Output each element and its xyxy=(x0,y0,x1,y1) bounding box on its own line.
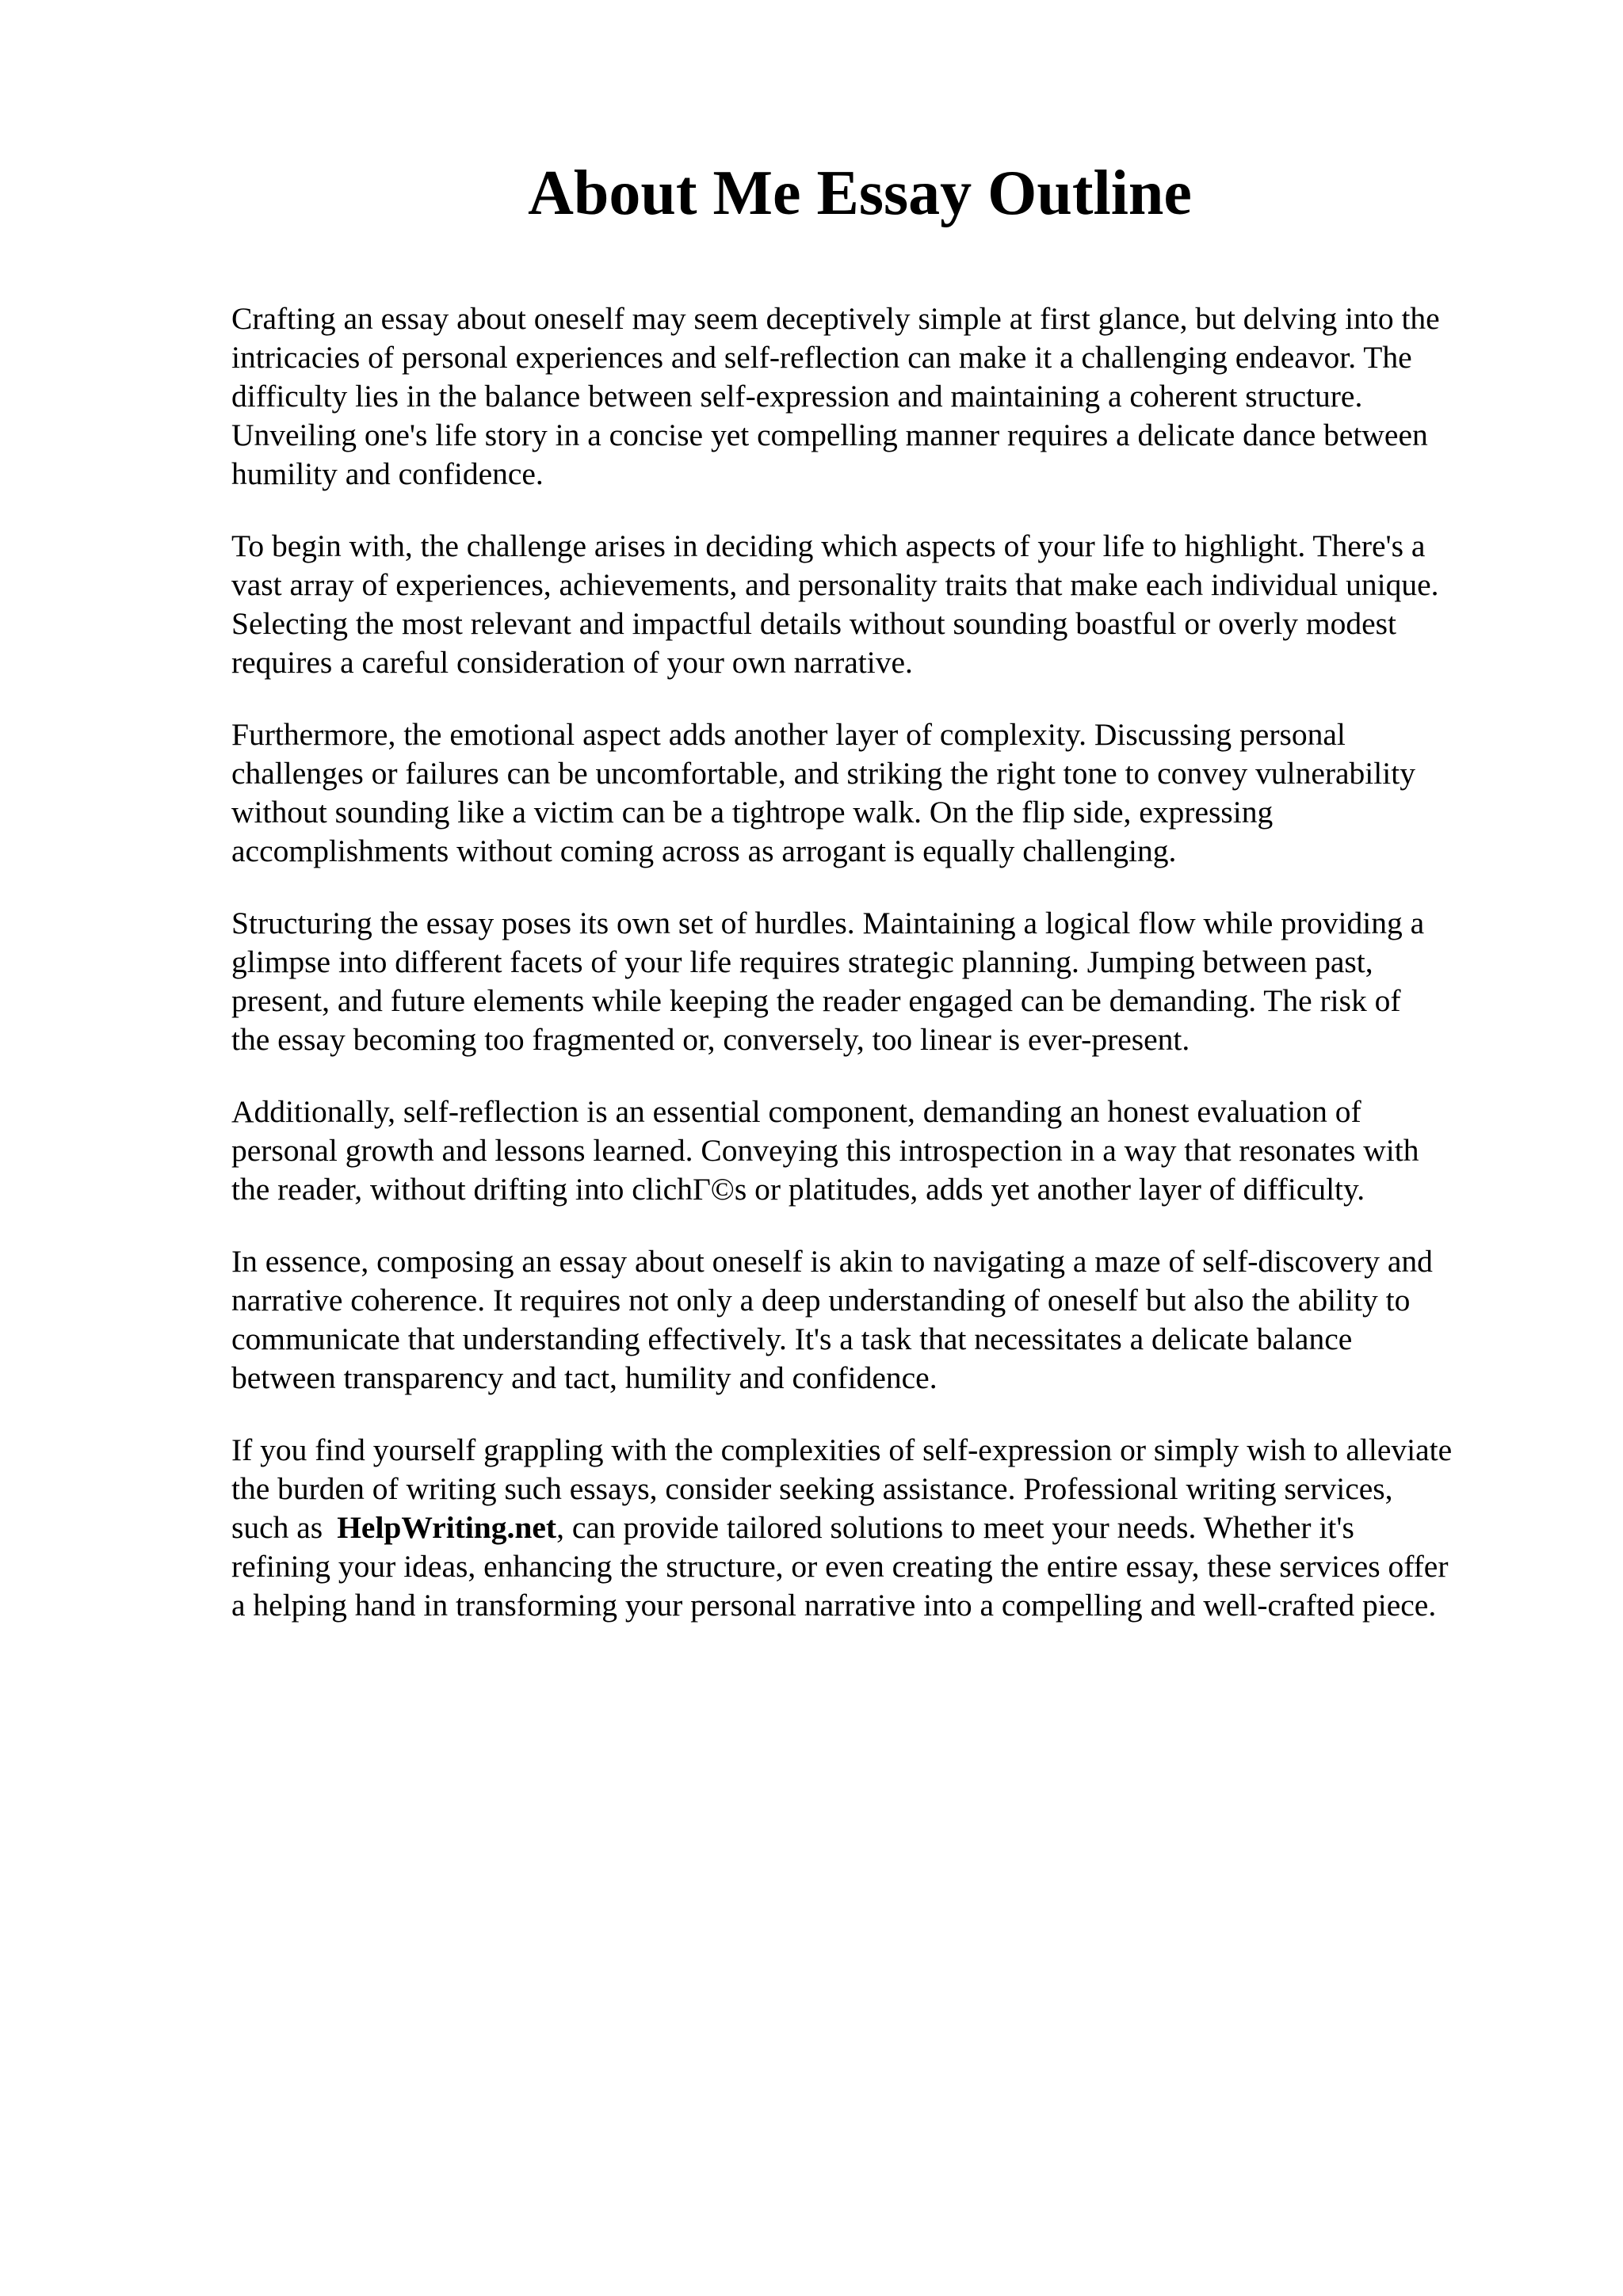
paragraph-line: the reader, without drifting into clichГ©s or platitudes, adds yet another layer of difficulty. xyxy=(231,1172,1365,1207)
page-title: About Me Essay Outline xyxy=(528,158,1192,228)
paragraph-line: If you find yourself grappling with the complexities of self-expression or simply wish to alleviate xyxy=(231,1432,1453,1467)
paragraph-line: without sounding like a victim can be a tightrope walk. On the flip side, expressing xyxy=(231,795,1274,830)
paragraph-line: challenges or failures can be uncomfortable, and striking the right tone to convey vulnerability xyxy=(231,756,1415,791)
paragraph-line: narrative coherence. It requires not only a deep understanding of oneself but also the ability to xyxy=(231,1283,1411,1318)
paragraph-line: Crafting an essay about oneself may seem deceptively simple at first glance, but delving into the xyxy=(231,301,1440,336)
paragraph-line: Unveiling one's life story in a concise yet compelling manner requires a delicate dance between xyxy=(231,418,1428,452)
paragraph-3 xyxy=(231,715,1531,871)
paragraph-5 xyxy=(231,1093,1531,1209)
link-prefix-text: such as xyxy=(231,1510,323,1545)
paragraph-line-with-link xyxy=(231,1508,1531,1547)
paragraph-line: intricacies of personal experiences and self-reflection can make it a challenging endeavor. The xyxy=(231,340,1412,375)
paragraph-line: a helping hand in transforming your personal narrative into a compelling and well-crafted piece. xyxy=(231,1588,1437,1623)
paragraph-line: In essence, composing an essay about oneself is akin to navigating a maze of self-discovery and xyxy=(231,1244,1433,1279)
paragraph-line: difficulty lies in the balance between self-expression and maintaining a coherent structure. xyxy=(231,379,1363,414)
paragraph-7 xyxy=(231,1431,1531,1625)
paragraph-line: glimpse into different facets of your life requires strategic planning. Jumping between past, xyxy=(231,944,1373,979)
helpwriting-link[interactable]: HelpWriting.net xyxy=(337,1510,557,1545)
paragraph-line: To begin with, the challenge arises in deciding which aspects of your life to highlight. There's a xyxy=(231,528,1426,563)
paragraph-6 xyxy=(231,1242,1531,1398)
paragraph-line: between transparency and tact, humility and confidence. xyxy=(231,1360,938,1395)
essay-body xyxy=(231,299,1531,1658)
paragraph-2 xyxy=(231,527,1531,682)
paragraph-4 xyxy=(231,904,1531,1059)
link-suffix-text: , can provide tailored solutions to meet your needs. Whether it's xyxy=(556,1510,1354,1545)
paragraph-line: accomplishments without coming across as arrogant is equally challenging. xyxy=(231,833,1177,868)
paragraph-line: personal growth and lessons learned. Conveying this introspection in a way that resonates with xyxy=(231,1133,1419,1168)
paragraph-line: present, and future elements while keeping the reader engaged can be demanding. The risk of xyxy=(231,983,1401,1018)
paragraph-line: Furthermore, the emotional aspect adds another layer of complexity. Discussing personal xyxy=(231,717,1346,752)
paragraph-line: communicate that understanding effectively. It's a task that necessitates a delicate balance xyxy=(231,1322,1353,1356)
paragraph-line: vast array of experiences, achievements, and personality traits that make each individual unique. xyxy=(231,567,1439,602)
paragraph-line: Structuring the essay poses its own set of hurdles. Maintaining a logical flow while providing a xyxy=(231,906,1425,940)
paragraph-line: Selecting the most relevant and impactful details without sounding boastful or overly modest xyxy=(231,606,1396,641)
paragraph-1 xyxy=(231,299,1531,494)
paragraph-line: the burden of writing such essays, consider seeking assistance. Professional writing services, xyxy=(231,1471,1393,1506)
paragraph-line: the essay becoming too fragmented or, conversely, too linear is ever-present. xyxy=(231,1022,1190,1057)
paragraph-line: requires a careful consideration of your own narrative. xyxy=(231,645,913,680)
paragraph-line: refining your ideas, enhancing the structure, or even creating the entire essay, these services offer xyxy=(231,1549,1449,1584)
paragraph-line: humility and confidence. xyxy=(231,456,544,491)
paragraph-line: Additionally, self-reflection is an essential component, demanding an honest evaluation of xyxy=(231,1094,1361,1129)
